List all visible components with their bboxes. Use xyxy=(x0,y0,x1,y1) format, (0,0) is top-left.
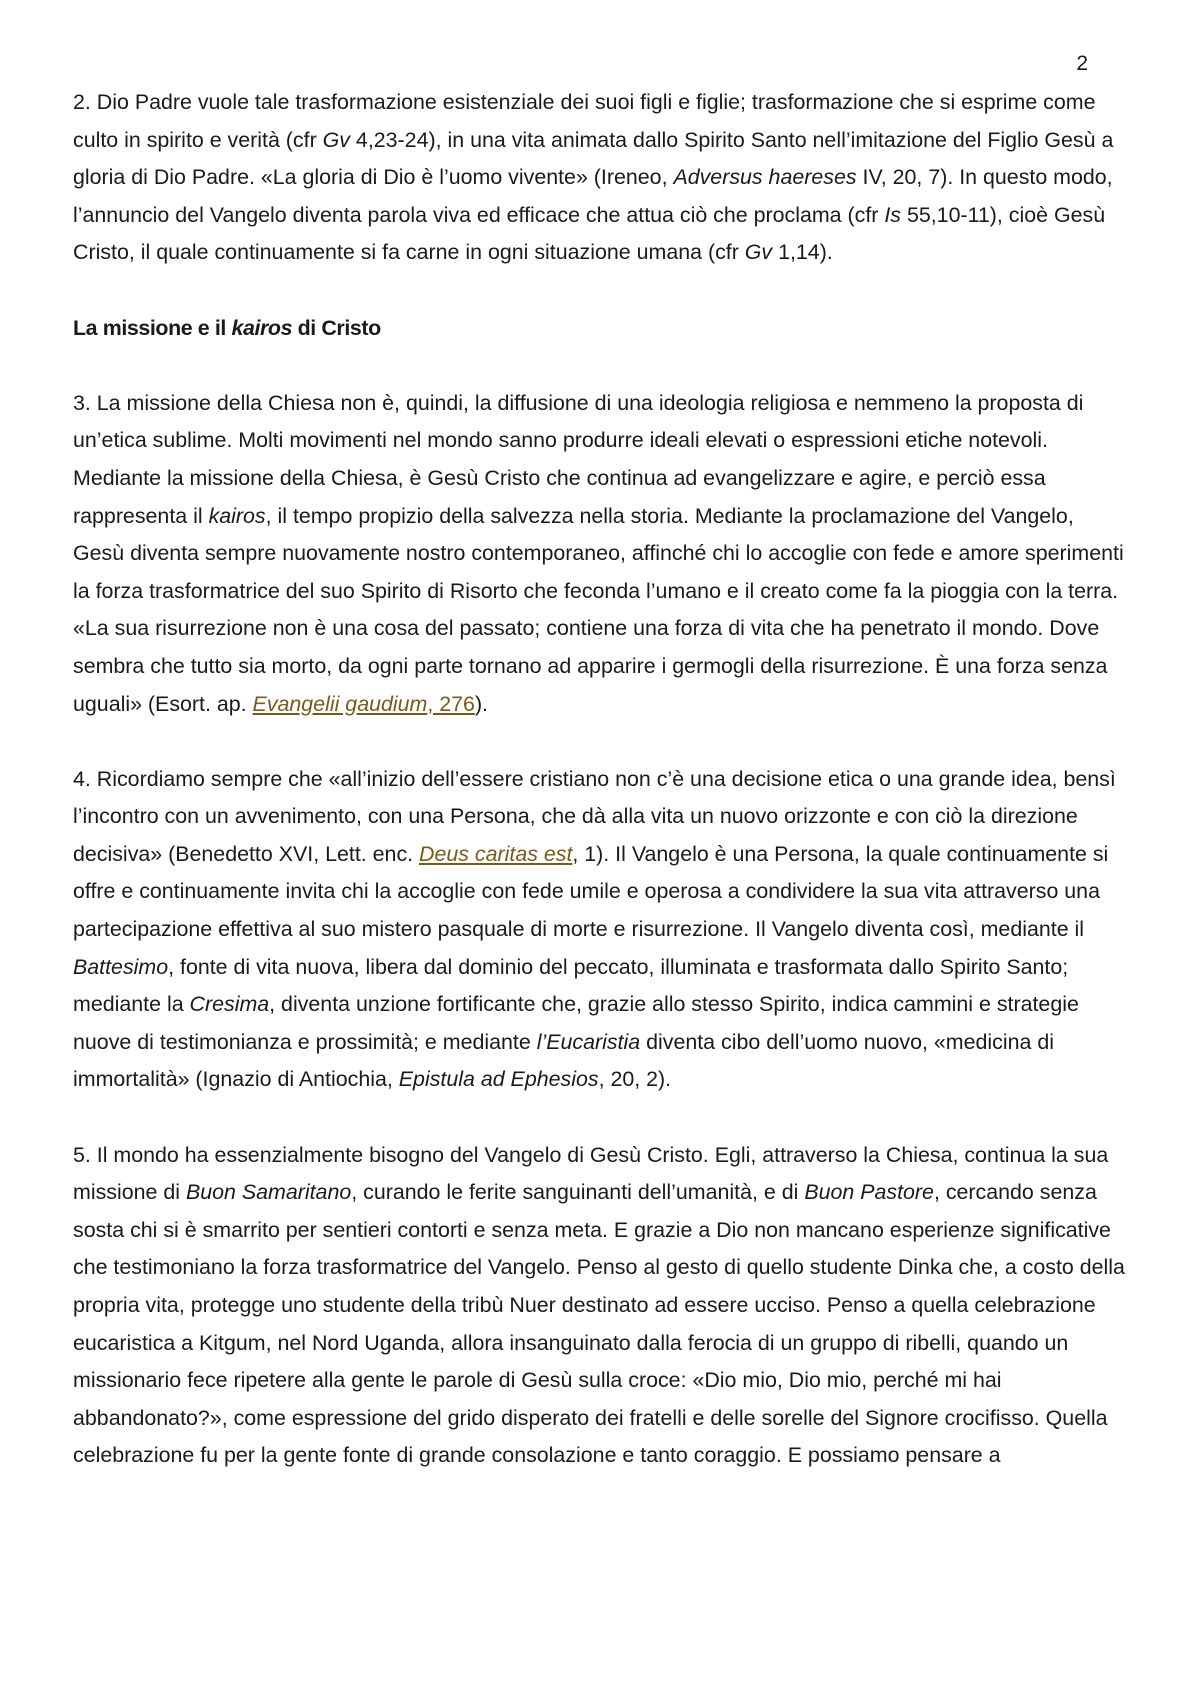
document-body xyxy=(73,84,1127,1513)
section-heading-start: La missione e il xyxy=(73,315,232,340)
italic-text: Is xyxy=(884,202,901,227)
section-heading-italic: kairos xyxy=(231,315,293,340)
text-run: , curando le ferite sanguinanti dell’umanità, e di xyxy=(351,1180,805,1205)
text-run: 3. La missione della Chiesa non è, quindi, la diffusione di una ideologia religiosa e nemmeno la proposta di un’etica sublime. Molti movimenti nel mondo sanno produrre ideali elevati o espressioni etiche notevoli. Mediante la missione della Chiesa, è Gesù Cristo che continua ad evangelizzare e agire, e perciò essa rappresenta il xyxy=(73,390,1084,528)
citation-title: Deus caritas est xyxy=(419,841,573,866)
section-heading xyxy=(73,310,1127,348)
text-run: 4. Ricordiamo sempre che «all’inizio dell’essere cristiano non c’è una decisione etica o una grande idea, bensì l’incontro con un avvenimento, con una Persona, che dà alla vita un nuovo orizzonte e con ciò la direzione decisiva» (Benedetto XVI, Lett. enc. xyxy=(73,766,1116,866)
text-run: , 20, 2). xyxy=(598,1067,672,1092)
citation-link[interactable]: , 276 xyxy=(427,691,475,716)
italic-text: Buon Samaritano xyxy=(185,1180,352,1205)
text-run: , 1). Il Vangelo è una Persona, la quale continuamente si offre e continuamente invita chi la accoglie con fede umile e operosa a condividere la sua vita attraverso una partecipazione effettiva al suo mistero pasquale di morte e risurrezione. Il Vangelo diventa così, mediante il xyxy=(73,841,1109,942)
section-heading-end: di Cristo xyxy=(292,315,381,340)
paragraph-3 xyxy=(73,385,1127,723)
text-run: 4,23-24), in una vita animata dallo Spirito Santo nell’imitazione del Figlio Gesù a gloria di Dio Padre. «La gloria di Dio è l’uomo vivente» (Ireneo, xyxy=(73,127,1114,190)
text-run: 55,10-11), cioè Gesù Cristo, il quale continuamente si fa carne in ogni situazione umana (cfr xyxy=(73,202,1106,265)
text-run: 2. Dio Padre vuole tale trasformazione esistenziale dei suoi figli e figlie; trasformazione che si esprime come culto in spirito e verità (cfr xyxy=(73,90,1096,152)
citation-link[interactable] xyxy=(253,692,428,716)
italic-text: Buon Pastore xyxy=(804,1180,934,1205)
text-run: diventa cibo dell’uomo nuovo, «medicina di immortalità» (Ignazio di Antiochia, xyxy=(73,1029,1054,1092)
paragraph-4 xyxy=(73,761,1127,1099)
citation-link[interactable] xyxy=(419,842,572,866)
text-run: , diventa unzione fortificante che, grazie allo stesso Spirito, indica cammini e strategie nuove di testimonianza e prossimità; e mediante xyxy=(73,992,1079,1054)
italic-text: Gv xyxy=(322,127,350,152)
italic-text: kairos xyxy=(208,503,266,528)
italic-text: Epistula ad Ephesios xyxy=(398,1067,599,1092)
italic-text: Adversus haereses xyxy=(673,165,857,190)
italic-text: Cresima xyxy=(189,992,270,1017)
italic-text: Gv xyxy=(744,240,773,265)
text-run: IV, 20, 7). In questo modo, l’annuncio del Vangelo diventa parola viva ed efficace che attua ciò che proclama (cfr xyxy=(73,165,1113,227)
text-run: , il tempo propizio della salvezza nella storia. Mediante la proclamazione del Vangelo, Gesù diventa sempre nuovamente nostro contemporaneo, affinché chi lo accoglie con fede e amore sperimenti la forza trasformatrice del suo Spirito di Risorto che feconda l’umano e il creato come fa la pioggia con la terra. «La sua risurrezione non è una cosa del passato; contiene una forza di vita che ha penetrato il mondo. Dove sembra che tutto sia morto, da ogni parte tornano ad apparire i germogli della risurrezione. È una forza senza uguali» (Esort. ap. xyxy=(73,503,1124,716)
paragraph-2 xyxy=(73,84,1127,272)
text-run: , fonte di vita nuova, libera dal dominio del peccato, illuminata e trasformata dallo Spirito Santo; mediante la xyxy=(73,954,1069,1017)
text-run: ). xyxy=(474,691,489,716)
page-number: 2 xyxy=(1076,52,1088,75)
citation-title: Evangelii gaudium xyxy=(252,691,428,716)
italic-text: l’Eucaristia xyxy=(536,1029,641,1054)
text-run: , cercando senza sosta chi si è smarrito per sentieri contorti e senza meta. E grazie a Dio non mancano esperienze significative che testimoniano la forza trasformatrice del Vangelo. Penso al gesto di quello studente Dinka che, a costo della propria vita, protegge uno studente della tribù Nuer destinato ad essere ucciso. Penso a quella celebrazione eucaristica a Kitgum, nel Nord Uganda, allora insanguinato dalla ferocia di un gruppo di ribelli, quando un missionario fece ripetere alla gente le parole di Gesù sulla croce: «Dio mio, Dio mio, perché mi hai abbandonato?», come espressione del grido disperato dei fratelli e delle sorelle del Signore crocifisso. Quella celebrazione fu per la gente fonte di grande consolazione e tanto coraggio. E possiamo pensare a xyxy=(73,1180,1125,1468)
italic-text: Battesimo xyxy=(73,954,169,979)
paragraph-5 xyxy=(73,1137,1127,1475)
text-run: 5. Il mondo ha essenzialmente bisogno del Vangelo di Gesù Cristo. Egli, attraverso la Chiesa, continua la sua missione di xyxy=(73,1142,1109,1205)
text-run: 1,14). xyxy=(772,240,833,265)
